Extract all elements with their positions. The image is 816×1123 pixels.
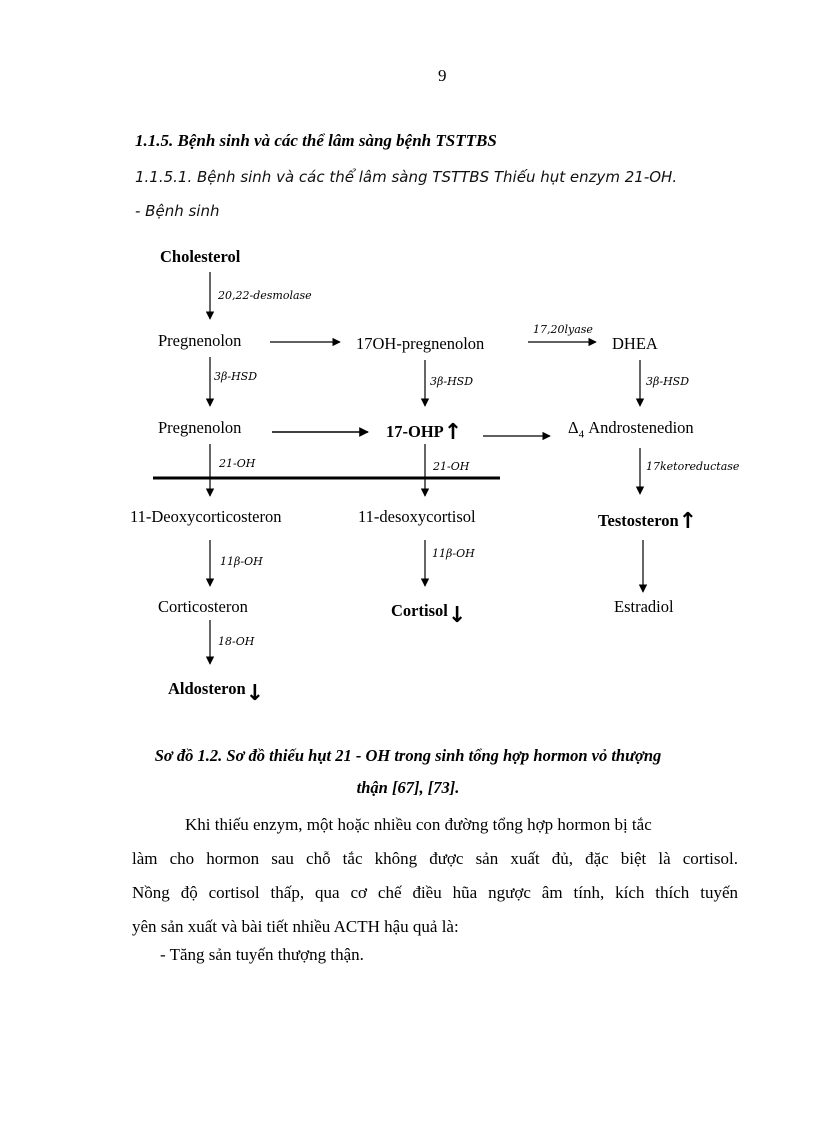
paragraph-line-1: Khi thiếu enzym, một hoặc nhiều con đường tổng hợp hormon bị tắc (185, 815, 652, 834)
diagram-caption-line-1: Sơ đồ 1.2. Sơ đồ thiếu hụt 21 - OH trong sinh tổng hợp hormon vỏ thượng (154, 746, 662, 765)
enzyme-3b-hsd-2: 3β-HSD (430, 375, 474, 388)
node-aldosteron-label: Aldosteron (168, 679, 246, 698)
page-number: 9 (438, 66, 447, 85)
paragraph-line-2: làm cho hormon sau chỗ tắc không được sản xuất đủ, đặc biệt là cortisol. (132, 849, 738, 868)
delta-subscript: 4 (578, 428, 585, 441)
node-testosteron (598, 507, 697, 532)
diagram-caption-line-2: thận [67], [73]. (356, 778, 460, 797)
paragraph-line-4: yên sản xuất và bài tiết nhiều ACTH hậu quả là: (132, 917, 459, 936)
node-estradiol: Estradiol (614, 597, 674, 616)
increase-arrow-icon: ↑ (678, 509, 698, 534)
node-pregnenolon-2: Pregnenolon (158, 418, 242, 437)
node-cortisol (391, 597, 467, 628)
enzyme-lyase: 17,20lyase (533, 323, 593, 336)
node-testosteron-label: Testosteron (598, 511, 679, 530)
node-corticosteron: Corticosteron (158, 597, 248, 616)
node-androstenedion (568, 418, 694, 440)
node-androstenedion-label: Androstenedion (588, 418, 694, 437)
bullet-item: - Tăng sản tuyến thượng thận. (160, 945, 364, 964)
node-11-deoxycorticosteron: 11-Deoxycorticosteron (130, 507, 282, 526)
node-17-ohp-label: 17-OHP (386, 422, 444, 441)
node-cholesterol: Cholesterol (160, 247, 241, 266)
delta-symbol: Δ (568, 418, 579, 437)
increase-arrow-icon: ↑ (443, 420, 463, 445)
node-11-desoxycortisol: 11-desoxycortisol (358, 507, 476, 526)
node-17oh-pregnenolon: 17OH-pregnenolon (356, 334, 485, 353)
decrease-arrow-icon: ↓ (447, 603, 467, 628)
enzyme-3b-hsd-1: 3β-HSD (214, 370, 258, 383)
enzyme-11b-oh-1: 11β-OH (220, 555, 263, 568)
enzyme-18-oh: 18-OH (218, 635, 255, 648)
enzyme-3b-hsd-3: 3β-HSD (646, 375, 690, 388)
node-aldosteron (168, 675, 265, 706)
subsection-heading: 1.1.5.1. Bệnh sinh và các thể lâm sàng TSTTBS Thiếu hụt enzym 21-OH. (135, 168, 678, 186)
enzyme-17-ketoreductase: 17ketoreductase (646, 460, 740, 473)
paragraph-line-3: Nồng độ cortisol thấp, qua cơ chế điều hũa ngược âm tính, kích thích tuyến (132, 883, 738, 902)
node-pregnenolon-1: Pregnenolon (158, 331, 242, 350)
node-17-ohp (386, 418, 462, 443)
node-cortisol-label: Cortisol (391, 601, 448, 620)
enzyme-11b-oh-2: 11β-OH (432, 547, 475, 560)
enzyme-21-oh-1: 21-OH (219, 457, 256, 470)
subsection-label: - Bệnh sinh (135, 202, 220, 220)
section-heading: 1.1.5. Bệnh sinh và các thể lâm sàng bệnh TSTTBS (135, 131, 497, 150)
decrease-arrow-icon: ↓ (245, 681, 265, 706)
enzyme-desmolase: 20,22-desmolase (218, 289, 312, 302)
enzyme-21-oh-2: 21-OH (433, 460, 470, 473)
node-dhea: DHEA (612, 334, 658, 353)
